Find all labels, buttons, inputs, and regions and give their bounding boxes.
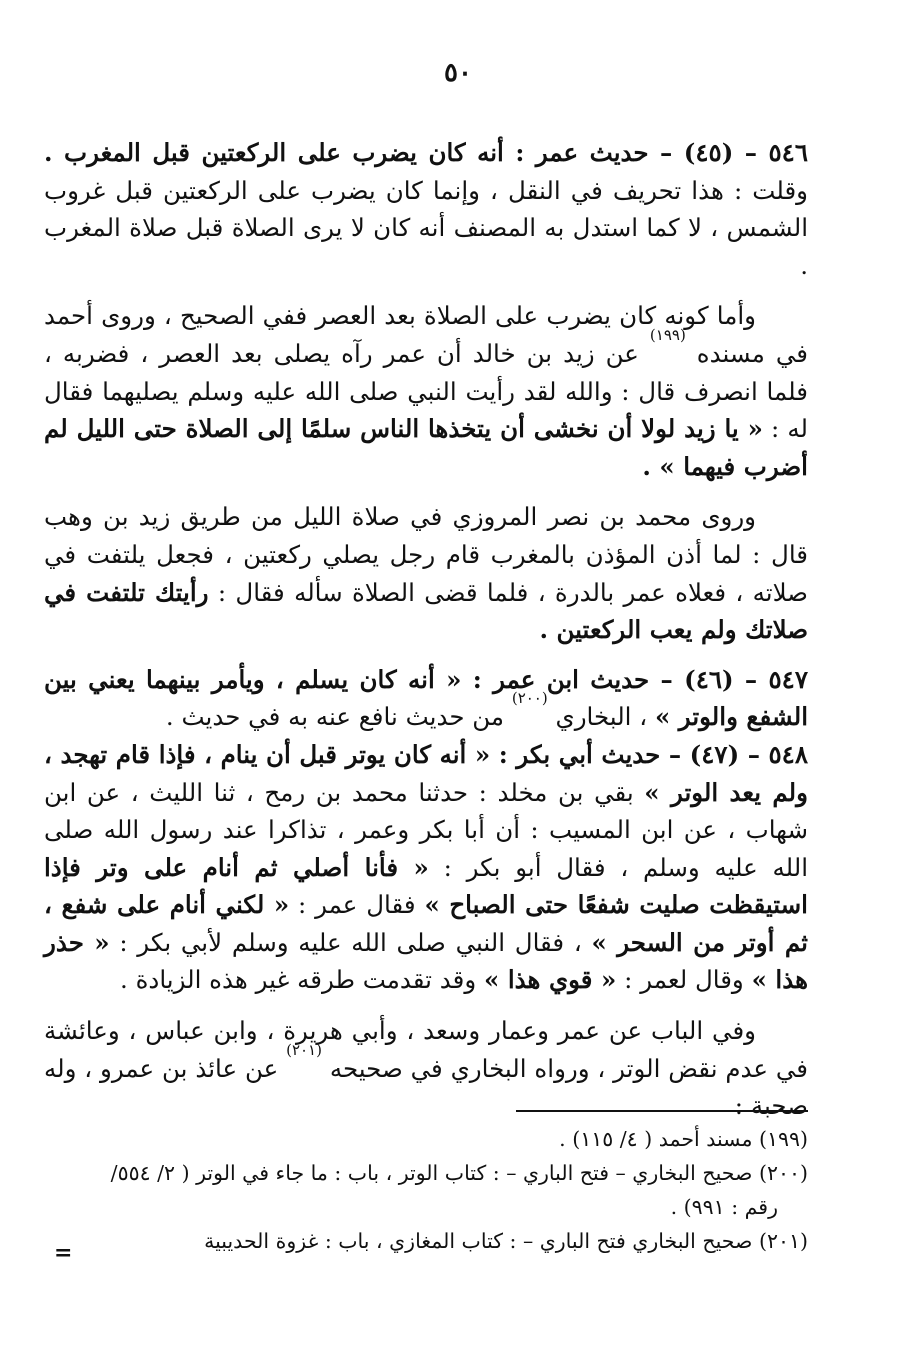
paragraph-bab <box>44 1012 808 1125</box>
main-text <box>44 134 808 1125</box>
footnote-199: (١٩٩) مسند أحمد ( ٤/ ١١٥) . <box>559 1127 808 1151</box>
quote-zaid: « يا زيد لولا أن نخشى أن يتخذها الناس سلمًا إلى الصلاة حتى الليل لم أضرب فيهما » . <box>44 414 808 481</box>
entry-546-comment: وقلت : هذا تحريف في النقل ، وإنما كان يضرب على الركعتين قبل غروب الشمس ، لا كما استدل به المصنف أنه كان لا يرى الصلاة قبل صلاة المغرب . <box>44 175 808 280</box>
entry-548 <box>44 736 808 999</box>
paragraph-marwazi-text: وروى محمد بن نصر المروزي في صلاة الليل من طريق زيد بن وهب قال : لما أذن المؤذن بالمغرب قام رجل يصلي ركعتين ، فجعل يلتفت في صلاته ، فعلاه عمر بالدرة ، فلما قضى الصلاة سأله فقال : <box>44 502 808 607</box>
footnotes <box>44 1122 808 1258</box>
quote-hadhar: « حذر هذا » <box>44 927 808 995</box>
entry-548-text: بقي بن مخلد : حدثنا محمد بن رمح ، ثنا الليث ، عن ابن شهاب ، عن ابن المسيب : أن أبا بكر وعمر ، تذاكرا عند رسول الله صلى الله عليه وسلم ، فقال أبو بكر : <box>44 777 809 882</box>
page-number: ٥٠ <box>444 58 472 88</box>
paragraph-ahmad-text-2: عن زيد بن خالد أن عمر رآه يصلى بعد العصر ، فضربه ، فلما انصرف قال : والله لقد رأيت النبي صلى الله عليه وسلم يصليهما فقال له : <box>44 338 808 444</box>
footnote-200-cont: رقم : ٩٩١) . <box>670 1195 778 1219</box>
entry-547-heading: ٥٤٧ – (٤٦) – حديث ابن عمر : « أنه كان يسلم ، ويأمر بينهما يعني بين الشفع والوتر » <box>44 664 808 732</box>
paragraph-marwazi <box>44 498 808 648</box>
quote-abubakr: « فأنا أصلي ثم أنام على وتر فإذا استيقظت صليت شفعًا حتى الصباح » <box>44 852 808 920</box>
paragraph-ahmad <box>44 297 808 485</box>
quote-umar-2: « لكني أنام على شفع ، ثم أوتر من السحر » <box>44 890 808 957</box>
entry-546-heading: ٥٤٦ – (٤٥) – حديث عمر : أنه كان يضرب على الركعتين قبل المغرب . <box>44 138 808 167</box>
entry-548-text-5: وقد تقدمت طرقه غير هذه الزيادة . <box>120 965 477 995</box>
entry-547 <box>44 661 808 736</box>
paragraph-bab-text: وفي الباب عن عمر وعمار وسعد ، وأبي هريرة ، وابن عباس ، وعائشة في عدم نقض الوتر ، ورواه البخاري في صحيحه <box>44 1016 808 1083</box>
footnote-201: (٢٠١) صحيح البخاري فتح الباري – : كتاب المغازي ، باب : غزوة الحديبية <box>204 1229 808 1253</box>
entry-548-text-2: فقال عمر : <box>298 890 416 920</box>
quote-qawi: « قوي هذا » <box>484 965 617 995</box>
footnote-separator <box>516 1110 808 1112</box>
entry-547-source: ، البخاري <box>555 702 648 732</box>
footnote-ref-201: (٢٠١) <box>286 1040 322 1059</box>
paragraph-ahmad-text: وأما كونه كان يضرب على الصلاة بعد العصر ففي الصحيح ، وروى أحمد في مسنده <box>44 301 808 368</box>
entry-548-text-4: وقال لعمر : <box>624 965 744 995</box>
entry-548-heading: ٥٤٨ – (٤٧) – حديث أبي بكر : « أنه كان يوتر قبل أن ينام ، فإذا قام تهجد ، ولم يعد الوتر » <box>44 739 808 807</box>
footnote-200: (٢٠٠) صحيح البخاري – فتح الباري – : كتاب الوتر ، باب : ما جاء في الوتر ( ٢/ ٥٥٤/ <box>110 1161 808 1185</box>
entry-548-text-3: ، فقال النبي صلى الله عليه وسلم لأبي بكر : <box>119 927 582 957</box>
footnote-ref-199: (١٩٩) <box>649 325 686 344</box>
paragraph-bab-text-2: عن عائذ بن عمرو ، وله صحبة : <box>44 1053 808 1121</box>
quote-umar: رأيتك تلتفت في صلاتك ولم يعب الركعتين . <box>44 577 808 645</box>
footnote-ref-200: (٢٠٠) <box>511 689 548 708</box>
continuation-mark: = <box>54 1240 73 1266</box>
entry-547-text: من حديث نافع عنه به في حديث . <box>165 702 505 732</box>
entry-546 <box>44 134 808 284</box>
